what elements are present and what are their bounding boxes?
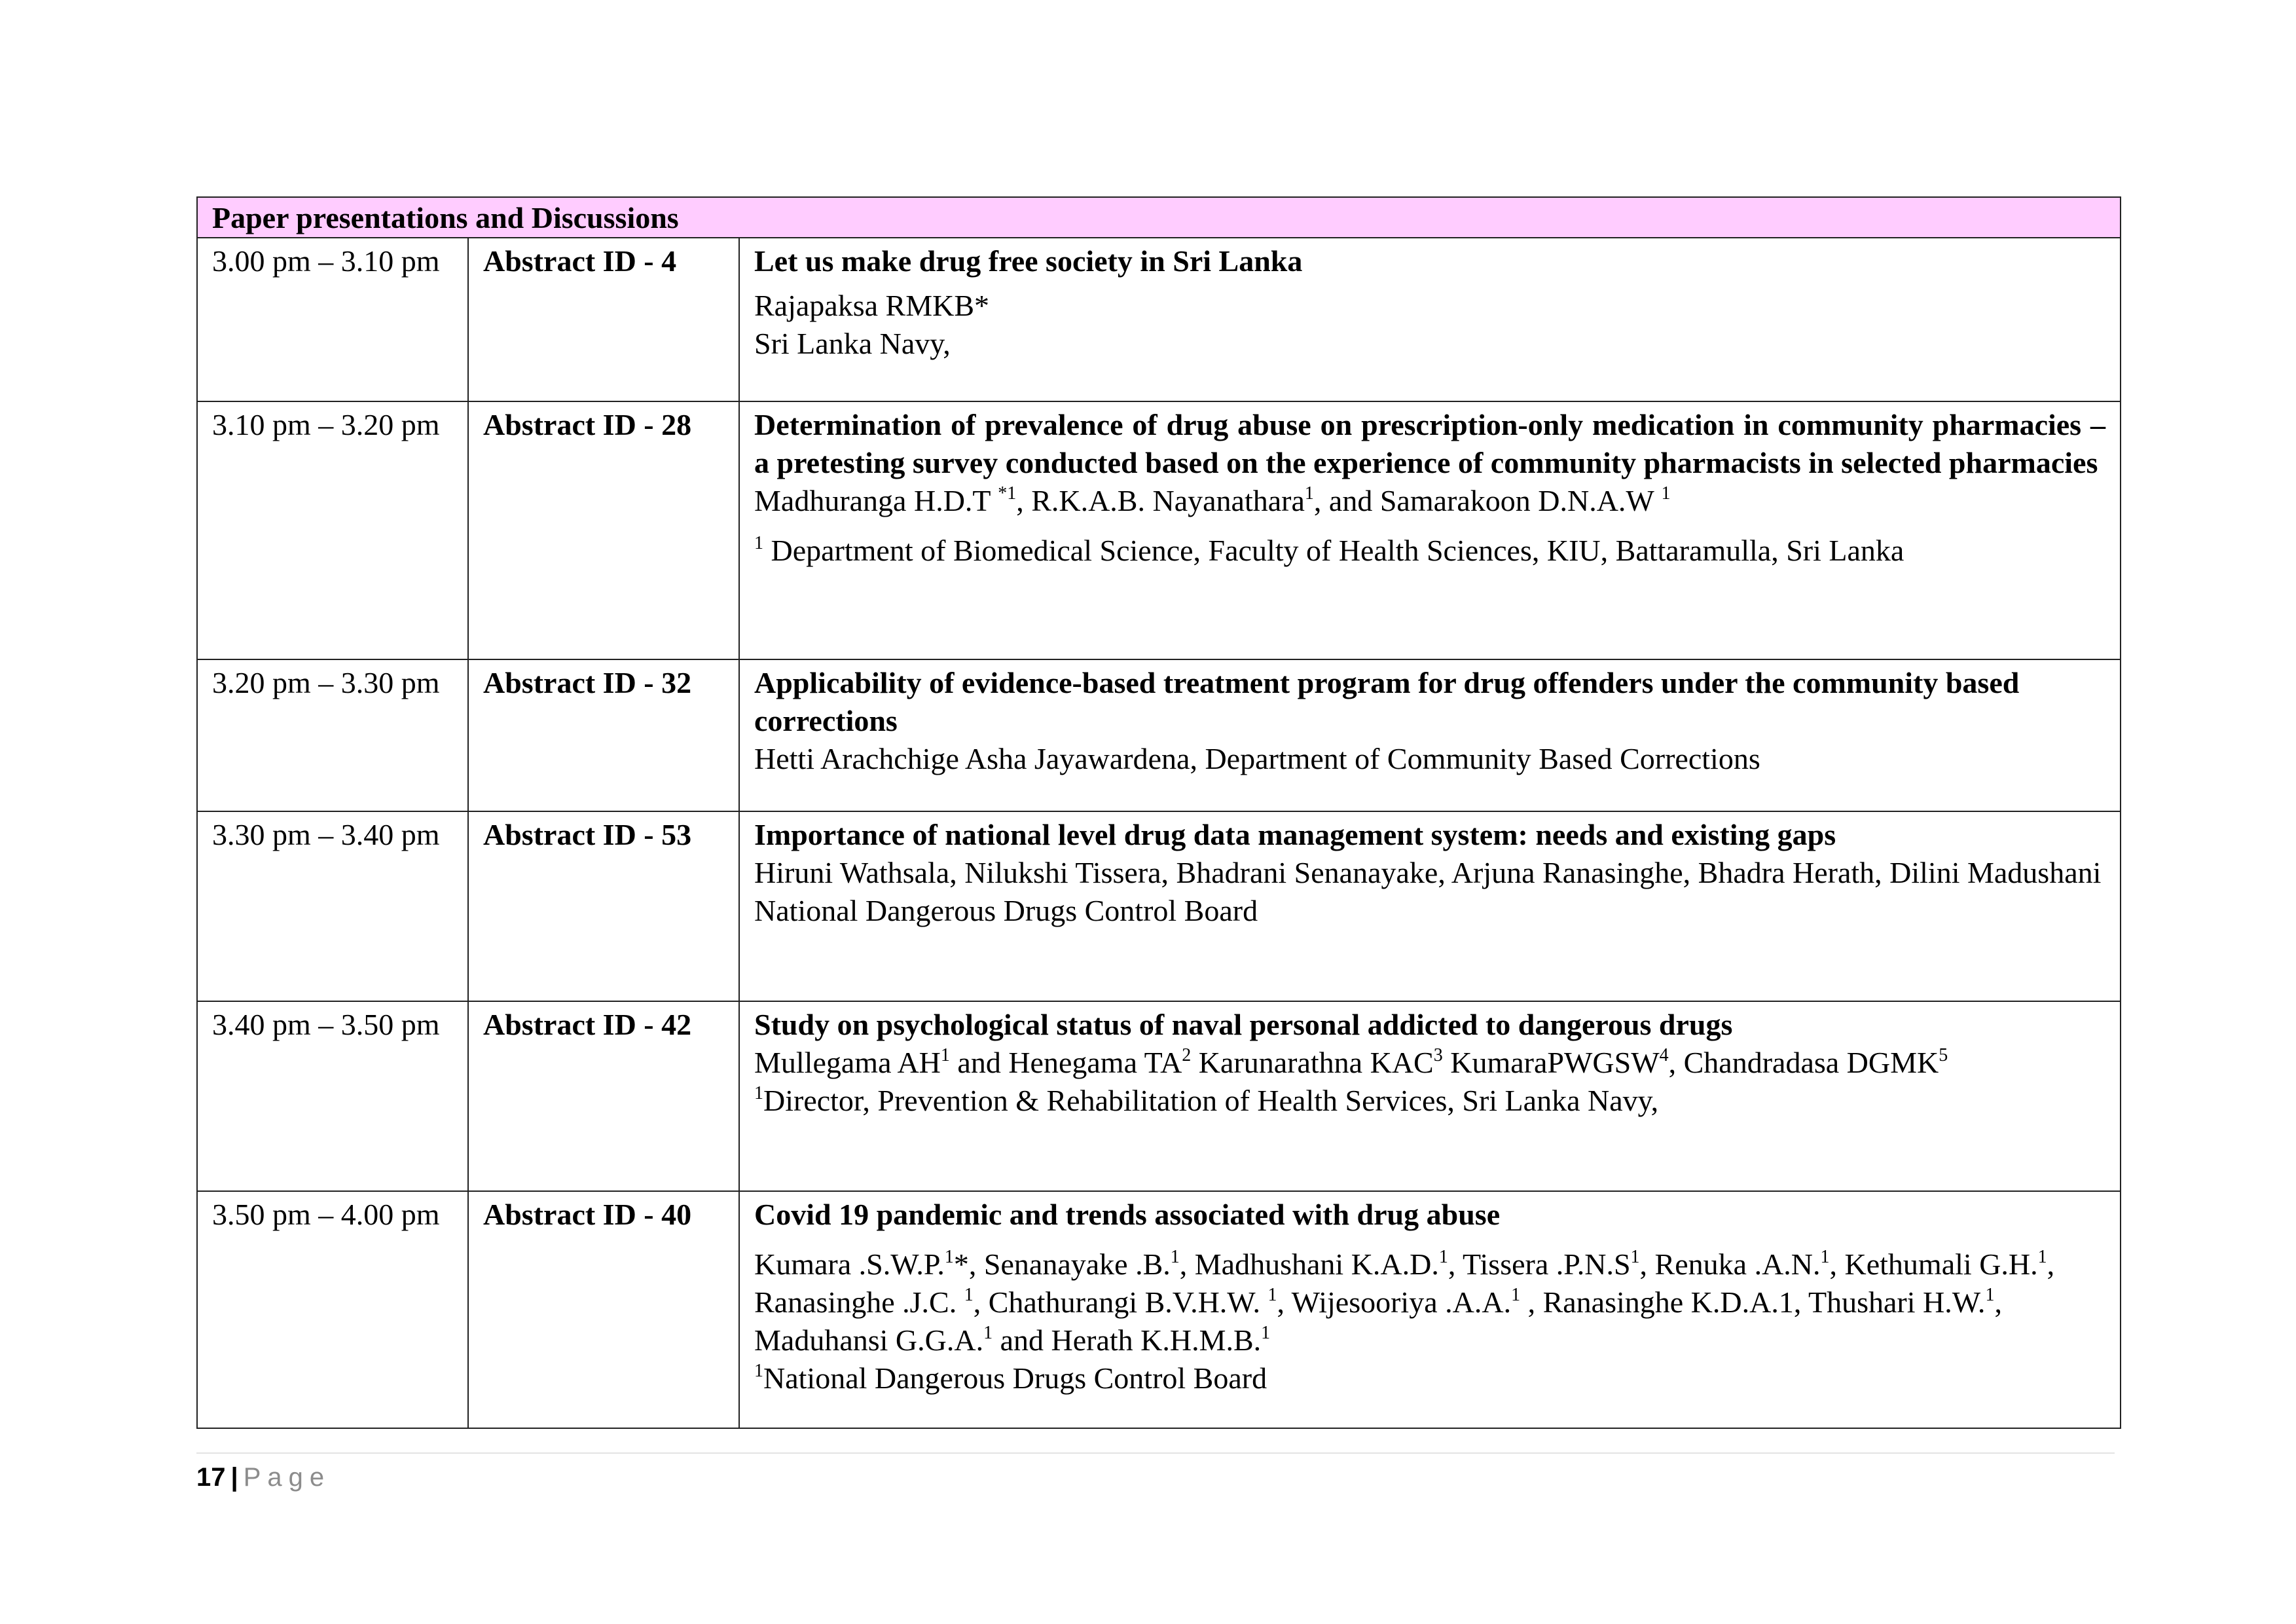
presentation-title: Study on psychological status of naval personal addicted to dangerous drugs — [754, 1008, 1733, 1041]
table-row — [197, 659, 2121, 811]
abstract-id: Abstract ID - 32 — [468, 659, 739, 811]
presentation-affiliation: Sri Lanka Navy, — [754, 327, 951, 360]
page-label: Page — [243, 1463, 331, 1492]
presentation-details — [739, 238, 2121, 401]
time-slot: 3.30 pm – 3.40 pm — [197, 811, 468, 1001]
presentation-details — [739, 1191, 2121, 1428]
presentation-affiliation: $^1$National Dangerous Drugs Control Board — [754, 1361, 1267, 1395]
footer-separator: | — [230, 1463, 238, 1492]
presentation-details — [739, 401, 2121, 659]
presentation-title: Applicability of evidence-based treatment program for drug offenders under the community based corrections — [754, 666, 2020, 737]
presentation-authors: Mullegama $AH^1$ and Henegama $TA^2$ Karunarathna KAC$^3$ KumaraPWGSW$^4$, Chandradasa DGMK$^5$ — [754, 1045, 1948, 1079]
table-row — [197, 1001, 2121, 1191]
page-number: 17 — [196, 1463, 226, 1492]
presentation-title: Importance of national level drug data management system: needs and existing gaps — [754, 818, 1836, 851]
presentation-authors: Hetti Arachchige Asha Jayawardena, Department of Community Based Corrections — [754, 742, 1760, 775]
footer-divider — [196, 1452, 2115, 1454]
abstract-id: Abstract ID - 4 — [468, 238, 739, 401]
schedule-table — [196, 196, 2121, 1429]
presentation-title: Let us make drug free society in Sri Lanka — [754, 244, 1303, 278]
section-title: Paper presentations and Discussions — [197, 197, 2121, 238]
presentation-authors: Rajapaksa RMKB* — [754, 289, 990, 322]
table-row — [197, 238, 2121, 401]
presentation-affiliation: National Dangerous Drugs Control Board — [754, 894, 1258, 927]
time-slot: 3.00 pm – 3.10 pm — [197, 238, 468, 401]
presentation-authors: Kumara .S.W.P.$^1$*, Senanayake .B.$^1$, Madhushani K.A.D.$^1$, Tissera $.P.N.S^1$, Renuka .A.N.$^1$, Kethumali G.H.$^1$, Ranasinghe .J.C. $^1$, Chathurangi B.V.H.W. $^1$, Wijesooriya .A.A.$^1$ , Ranasinghe K.D.A.1, Thushari H.W.$^1$, Maduhansi G.G.A.$^1$ and Herath K.H.M.B.$^1$ — [754, 1247, 2055, 1357]
time-slot: 3.50 pm – 4.00 pm — [197, 1191, 468, 1428]
table-row — [197, 811, 2121, 1001]
table-row — [197, 401, 2121, 659]
presentation-authors: Madhuranga H.D.T $^{*1}$, R.K.A.B. Nayanathara$^1$, and Samarakoon D.N.A.W $^1$ — [754, 483, 1671, 517]
presentation-authors: Hiruni Wathsala, Nilukshi Tissera, Bhadrani Senanayake, Arjuna Ranasinghe, Bhadra Herath, Dilini Madushani — [754, 856, 2102, 889]
abstract-id: Abstract ID - 53 — [468, 811, 739, 1001]
time-slot: 3.20 pm – 3.30 pm — [197, 659, 468, 811]
table-row — [197, 1191, 2121, 1428]
presentation-affiliation: $^1$ Department of Biomedical Science, Faculty of Health Sciences, KIU, Battaramulla, Sri Lanka — [754, 533, 1904, 567]
table-header-row — [197, 197, 2121, 238]
page-footer — [196, 1459, 331, 1496]
abstract-id: Abstract ID - 28 — [468, 401, 739, 659]
abstract-id: Abstract ID - 42 — [468, 1001, 739, 1191]
presentation-details — [739, 659, 2121, 811]
presentation-title: Determination of prevalence of drug abuse on prescription-only medication in community pharmacies – a pretesting survey conducted based on the experience of community pharmacists in selected pharmacies — [754, 408, 2105, 479]
presentation-details — [739, 1001, 2121, 1191]
presentation-affiliation: $^1$Director, Prevention & Rehabilitation of Health Services, Sri Lanka Navy, — [754, 1083, 1659, 1117]
presentation-details — [739, 811, 2121, 1001]
presentation-title: Covid 19 pandemic and trends associated with drug abuse — [754, 1198, 1501, 1231]
abstract-id: Abstract ID - 40 — [468, 1191, 739, 1428]
time-slot: 3.40 pm – 3.50 pm — [197, 1001, 468, 1191]
time-slot: 3.10 pm – 3.20 pm — [197, 401, 468, 659]
